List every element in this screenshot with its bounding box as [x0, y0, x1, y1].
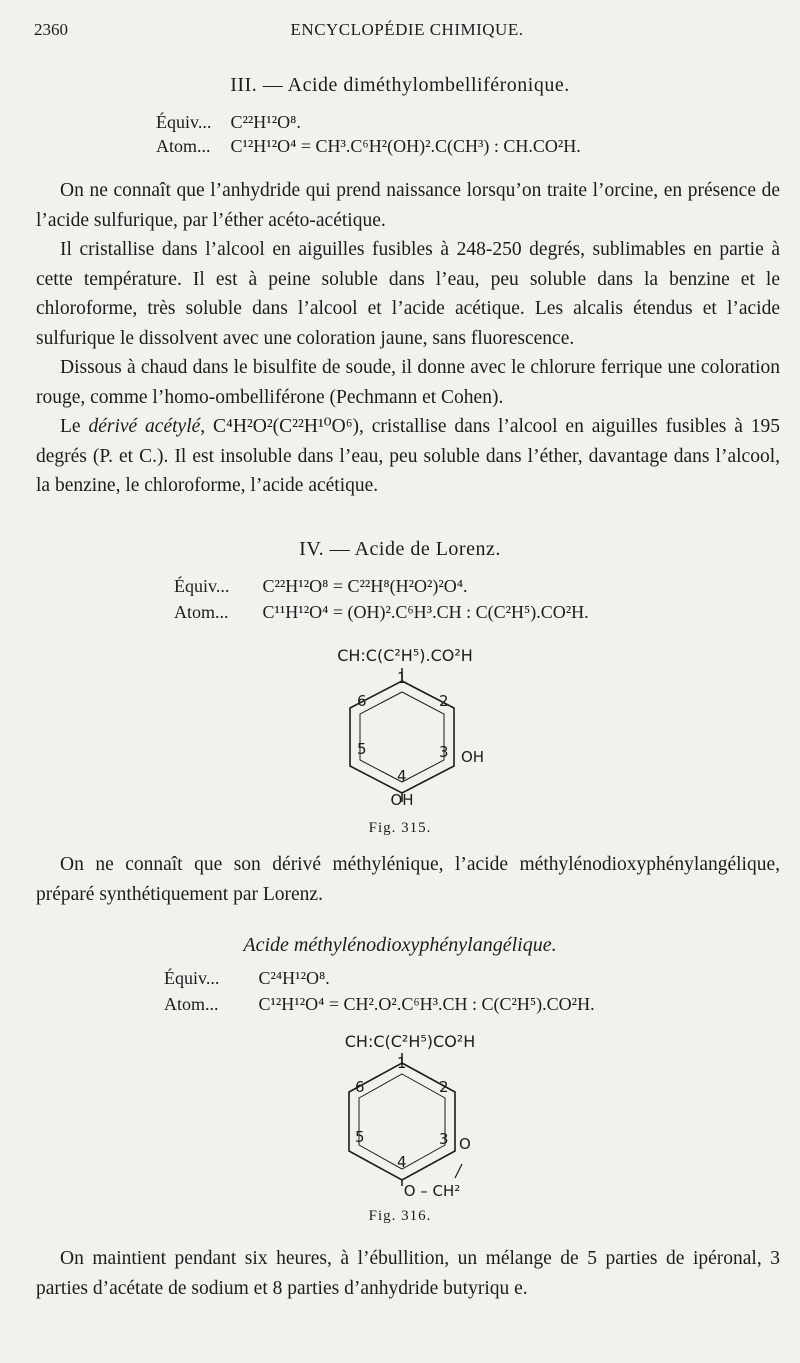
position-2: 2: [439, 692, 449, 710]
methylene-bridge: O – CH²: [403, 1182, 461, 1200]
position-2: 2: [439, 1078, 449, 1096]
paragraph: On ne connaît que son dérivé méthylénique, l’acide méthylénodioxyphénylangélique, préparé synthétiquement par Lorenz.: [36, 854, 780, 905]
atom-label: Atom...: [156, 136, 211, 156]
equiv-label: Équiv...: [174, 576, 230, 596]
fig316-top-label: CH:C(C²H⁵)CO²H: [344, 1032, 476, 1051]
equiv-formula: C²²H¹²O⁸ = C²²H⁸(H²O²)²O⁴.: [262, 576, 468, 596]
equiv-formula: C²⁴H¹²O⁸.: [258, 968, 330, 988]
atom-label: Atom...: [164, 994, 219, 1014]
page-number: 2360: [34, 20, 68, 39]
position-3: 3: [439, 1130, 449, 1148]
position-5: 5: [355, 1128, 365, 1146]
fig315-top-label: CH:C(C²H⁵).CO²H: [337, 646, 473, 665]
derive-prefix: Le: [60, 416, 89, 437]
equiv-formula: C²²H¹²O⁸.: [230, 112, 301, 132]
position-4: 4: [397, 767, 407, 785]
equiv-label: Équiv...: [156, 112, 212, 132]
position-6: 6: [357, 692, 367, 710]
running-title: ENCYCLOPÉDIE CHIMIQUE.: [290, 20, 524, 39]
position-1: 1: [397, 669, 407, 687]
atom-formula: C¹²H¹²O⁴ = CH².O².C⁶H³.CH : C(C²H⁵).CO²H.: [258, 994, 595, 1014]
derive-term: dérivé acétylé: [88, 416, 201, 437]
position-5: 5: [357, 740, 367, 758]
substituent-4: OH: [390, 791, 414, 809]
substituent-3: O: [459, 1135, 471, 1153]
final-body: [36, 1244, 780, 1303]
paragraph: On maintient pendant six heures, à l’ébullition, un mélange de 5 parties de ipéronal, 3 parties d’acétate de sodium et 8 parties d’anhydride butyriqu e.: [36, 1248, 780, 1299]
paragraph: Il cristallise dans l’alcool en aiguilles fusibles à 248-250 degrés, sublimables en partie à cette température. Il est à peine soluble dans l’eau, peu soluble dans la benzine et le chloroforme, très soluble dans l’alcool et l’acide acétique. Les alcalis étendus et l’acide sulfurique le dissolvent avec une coloration jaune, sans fluorescence.: [36, 239, 780, 349]
atom-formula: C¹²H¹²O⁴ = CH³.C⁶H²(OH)².C(CH³) : CH.CO²H.: [230, 136, 581, 156]
paragraph: On ne connaît que l’anhydride qui prend naissance lorsqu’on traite l’orcine, en présence de l’acide sulfurique, par l’éther acéto-acétique.: [36, 180, 780, 231]
atom-formula: C¹¹H¹²O⁴ = (OH)².C⁶H³.CH : C(C²H⁵).CO²H.: [262, 602, 589, 622]
equiv-label: Équiv...: [164, 968, 220, 988]
position-3: 3: [439, 743, 449, 761]
atom-label: Atom...: [174, 602, 229, 622]
paragraph: Dissous à chaud dans le bisulfite de soude, il donne avec le chlorure ferrique une coloration rouge, comme l’homo-ombelliférone (Pechmann et Cohen).: [36, 357, 780, 408]
subheading: Acide méthylénodioxyphénylangélique.: [243, 934, 557, 956]
position-6: 6: [355, 1078, 365, 1096]
section-4-title: IV. — Acide de Lorenz.: [299, 538, 501, 560]
section-3-title: III. — Acide diméthylombelliféronique.: [230, 74, 570, 96]
position-1: 1: [397, 1054, 407, 1072]
figure-315-caption: Fig. 315.: [368, 820, 432, 836]
derive-rest: , C⁴H²O²(C²²H¹⁰O⁶), cristallise dans l’alcool en aiguilles fusibles à 195 degrés (P. et C.). Il est insoluble dans l’eau, peu soluble dans l’éther, davantage dans l’alcool, la benzine, le chloroforme, l’acide acétique.: [36, 416, 780, 496]
substituent-3: OH: [461, 748, 485, 766]
position-4: 4: [397, 1153, 407, 1171]
figure-316-caption: Fig. 316.: [368, 1208, 432, 1224]
